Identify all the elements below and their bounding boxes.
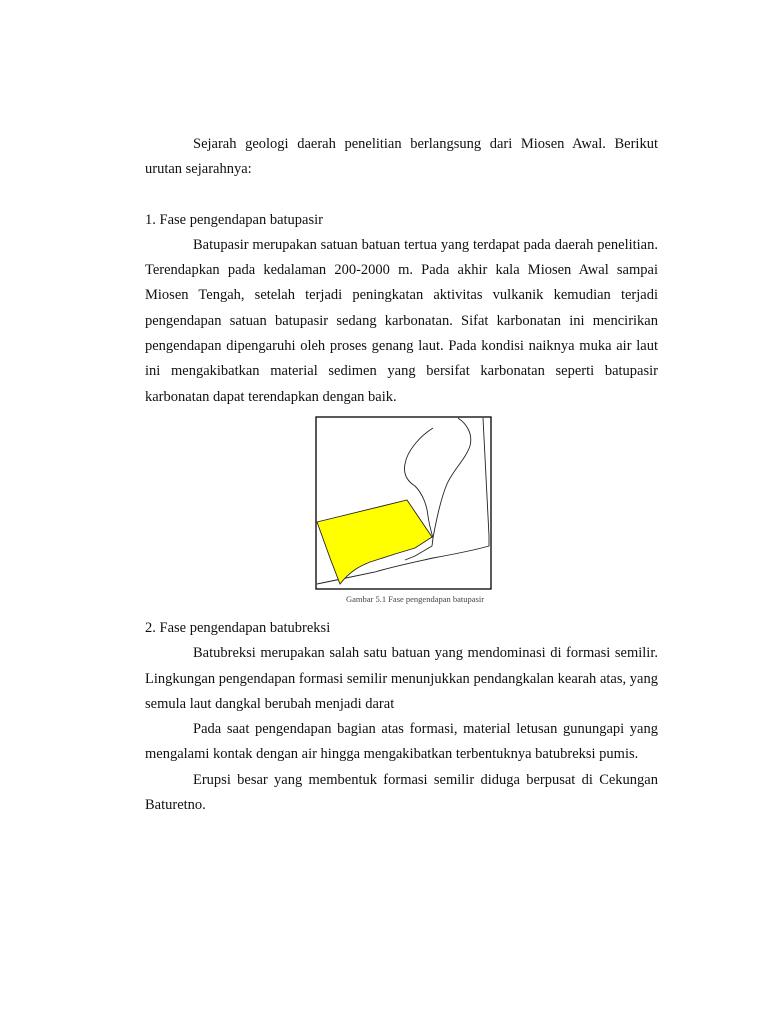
intro-paragraph: Sejarah geologi daerah penelitian berlangsung dari Miosen Awal. Berikut urutan sejarahnya: [145, 136, 658, 178]
figure-caption: Gambar 5.1 Fase pengendapan batupasir [345, 593, 485, 604]
figure-5-1 [145, 416, 658, 616]
section-1-heading: 1. Fase pengendapan batupasir [145, 211, 323, 228]
section-1-paragraph: Batupasir merupakan satuan batuan tertua yang terdapat pada daerah penelitian. Terendapkan pada kedalaman 200-2000 m. Pada akhir kala Miosen Awal sampai Miosen Tengah, setelah terjadi peningkatan aktivitas vulkanik kemudian terjadi pengendapan satuan batupasir sedang karbonatan. Sifat karbonatan ini mencirikan pengendapan dipengaruhi oleh proses genang laut. Pada kondisi naiknya muka air laut ini mengakibatkan material sedimen yang bersifat karbonatan seperti batupasir karbonatan dapat terendapkan dengan baik. [145, 236, 658, 405]
document-page [145, 132, 658, 818]
section-2-paragraph-2: Pada saat pengendapan bagian atas formasi, material letusan gunungapi yang mengalami kontak dengan air hingga mengakibatkan terbentuknya batubreksi pumis. [145, 721, 658, 763]
section-2-paragraph-3: Erupsi besar yang membentuk formasi semilir diduga berpusat di Cekungan Baturetno. [145, 771, 658, 814]
section-2-heading: 2. Fase pengendapan batubreksi [145, 619, 331, 636]
spacer [145, 183, 658, 208]
section-2-paragraph-1: Batubreksi merupakan salah satu batuan yang mendominasi di formasi semilir. Lingkungan pengendapan formasi semilir menunjukkan pendangkalan kearah atas, yang semula laut dangkal berubah menjadi darat [145, 645, 658, 712]
depositional-sketch [315, 416, 492, 590]
